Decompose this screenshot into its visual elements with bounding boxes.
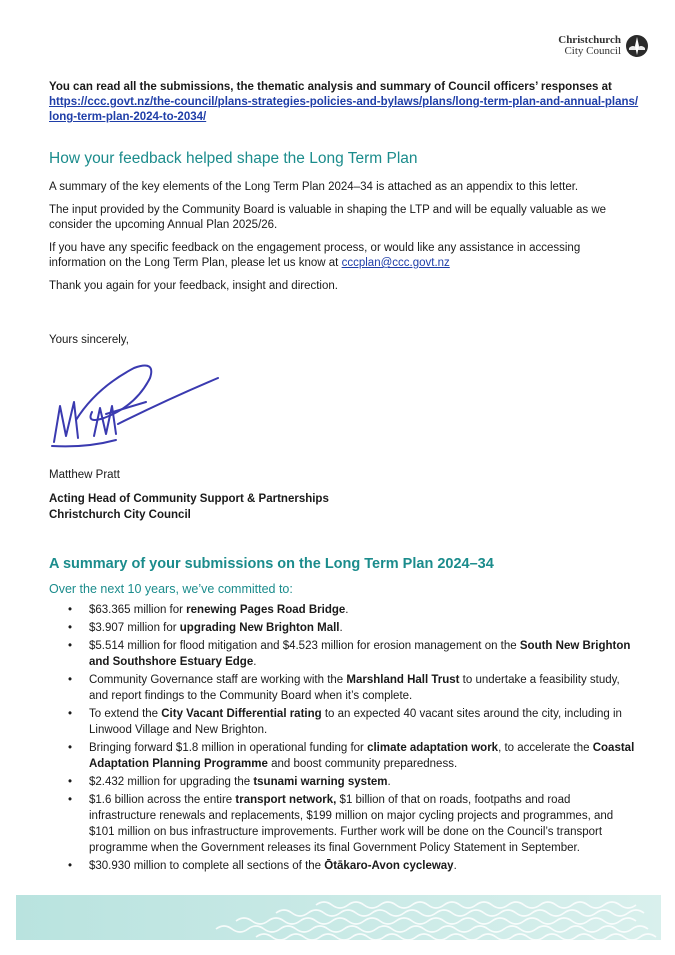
list-item: • Bringing forward $1.8 million in operational funding for climate adaptation work, to accelerate the Coastal Adaptation Planning Programme and boost community preparedness. (89, 740, 639, 772)
list-item: • $30.930 million to complete all sections of the Ōtākaro-Avon cycleway. (89, 858, 639, 874)
list-item: • $63.365 million for renewing Pages Road Bridge. (89, 602, 639, 618)
signer-org: Christchurch City Council (49, 509, 191, 521)
council-logo (558, 34, 649, 58)
commitments-list (49, 602, 639, 874)
logo-line1: Christchurch (558, 34, 621, 46)
list-item: • Community Governance staff are working with the Marshland Hall Trust to undertake a feasibility study, and report findings to the Community Board when it’s complete. (89, 672, 639, 704)
list-item: • $5.514 million for flood mitigation and $4.523 million for erosion management on the South New Brighton and Southshore Estuary Edge. (89, 638, 639, 670)
list-item: • $3.907 million for upgrading New Brighton Mall. (89, 620, 639, 636)
summary-section (49, 556, 639, 876)
logo-line2: City Council (564, 45, 621, 57)
signature-image (46, 358, 226, 453)
list-item: • To extend the City Vacant Differential rating to an expected 40 vacant sites around the city, including in Linwood Village and New Brighton. (89, 706, 639, 738)
paragraph-input: The input provided by the Community Board is valuable in shaping the LTP and will be equally valuable as we consider the upcoming Annual Plan 2025/26. (49, 204, 607, 231)
feedback-heading: How your feedback helped shape the Long Term Plan (49, 150, 418, 167)
paragraph-summary: A summary of the key elements of the Long Term Plan 2024–34 is attached as an appendix to this letter. (49, 181, 579, 193)
summary-heading: A summary of your submissions on the Long Term Plan 2024–34 (49, 556, 494, 572)
intro-text: You can read all the submissions, the thematic analysis and summary of Council officers’ responses at (49, 81, 612, 93)
list-item: • $2.432 million for upgrading the tsunami warning system. (89, 774, 639, 790)
submissions-link[interactable]: https://ccc.govt.nz/the-council/plans-strategies-policies-and-bylaws/plans/long-term-plan-and-annual-plans/long-term-plan-2024-to-2034/ (49, 96, 639, 123)
cathedral-logo-icon (625, 34, 649, 58)
signer-block (49, 467, 639, 523)
summary-subheading: Over the next 10 years, we’ve committed to: (49, 582, 293, 596)
contact-text: If you have any specific feedback on the engagement process, or would like any assistance in accessing information on the Long Term Plan, please let us know at (49, 242, 581, 269)
paragraph-thanks: Thank you again for your feedback, insight and direction. (49, 280, 338, 292)
email-link[interactable]: cccplan@ccc.govt.nz (341, 257, 450, 269)
signer-title: Acting Head of Community Support & Partnerships (49, 493, 329, 505)
intro-paragraph (49, 80, 639, 125)
sign-off: Yours sincerely, (49, 334, 129, 346)
paragraph-contact (49, 241, 639, 271)
list-item: • $1.6 billion across the entire transport network, $1 billion of that on roads, footpaths and road infrastructure renewals and replacements, $199 million on major cycling projects and programmes, and $101 million on bus infrastructure improvements. Further work will be done on the Council’s transport programme when the Government releases its final Government Policy Statement in September. (89, 792, 639, 856)
feedback-section (49, 150, 639, 302)
decorative-wave-band (16, 895, 661, 940)
signer-name: Matthew Pratt (49, 469, 120, 481)
